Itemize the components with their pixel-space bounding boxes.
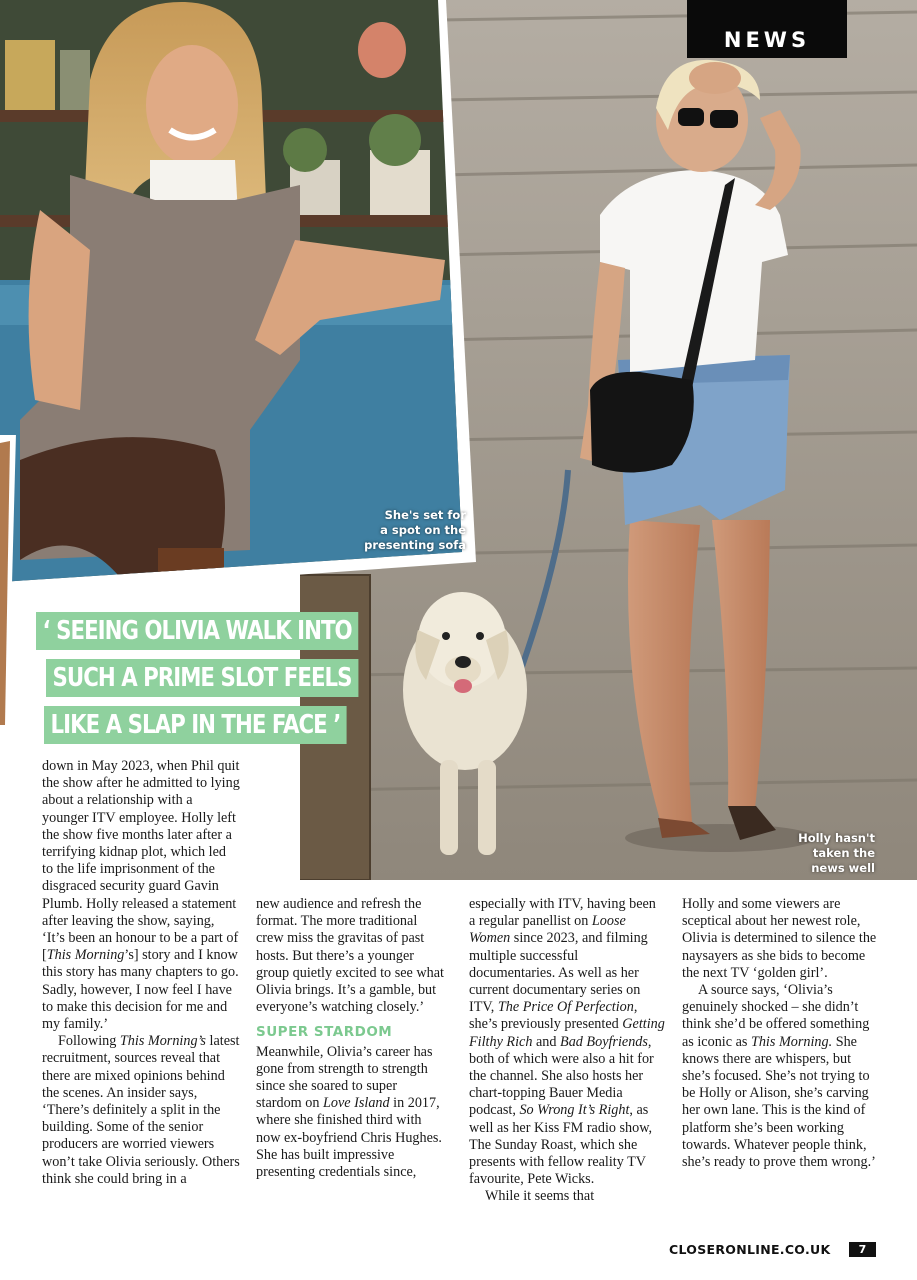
pull-quote-line-3: LIKE A SLAP IN THE FACE ’ bbox=[44, 706, 347, 744]
article-subhead: SUPER STARDOM bbox=[256, 1024, 393, 1041]
article-paragraph: new audience and refresh the format. The more traditional crew miss the gravitas of past hosts. But there’s a younger group quietly excited to see what Olivia brings. It’s a gamble, but everyone’s watching closely.’ bbox=[256, 896, 444, 1016]
caption-left-photo bbox=[336, 508, 466, 553]
caption-left-line-2: a spot on the bbox=[380, 523, 466, 537]
article-column-4 bbox=[682, 896, 878, 1171]
pull-quote-line-1: ‘ SEEING OLIVIA WALK INTO bbox=[36, 612, 358, 650]
pull-quote-line-2: SUCH A PRIME SLOT FEELS bbox=[46, 659, 358, 697]
article-column-2 bbox=[256, 896, 446, 1181]
article-paragraph: Holly and some viewers are sceptical about her newest role, Olivia is determined to silence the naysayers as she bids to become the next TV ‘golden girl’. bbox=[682, 896, 877, 981]
article-paragraph: A source says, ‘Olivia’s genuinely shocked – she didn’t think she’d be offered something as iconic as This Morning. She knows there are whispers, but she’s focused. She’s not trying to be Holly or Alison, she’s carving her own lane. This is the kind of platform she’s been working towards. Whatever people think, she’s ready to prove them wrong.’ bbox=[682, 982, 876, 1171]
article-paragraph: especially with ITV, having been a regular panellist on Loose Women since 2023, and filming multiple successful documentaries. As well as her current documentary series on ITV, The Price Of Perfection, she’s previously presented Getting Filthy Rich and Bad Boyfriends, both of which were also a hit for the channel. She also hosts her chart-topping Bauer Media podcast, So Wrong It’s Right, as well as her Kiss FM radio show, The Sunday Roast, which she presents with fellow reality TV favourite, Pete Wicks. bbox=[469, 896, 665, 1188]
caption-right-line-3: news well bbox=[811, 861, 875, 875]
caption-right-line-1: Holly hasn't bbox=[798, 831, 875, 845]
caption-right-line-2: taken the bbox=[812, 846, 875, 860]
article-column-3 bbox=[469, 896, 665, 1206]
article-paragraph: Meanwhile, Olivia’s career has gone from strength to strength since she soared to super stardom on Love Island in 2017, where she finished third with now ex-boyfriend Chris Hughes. She has built impressive presenting credentials since, bbox=[256, 1043, 442, 1181]
photo-woman-on-sofa-frame bbox=[0, 0, 480, 600]
caption-right-photo bbox=[790, 831, 875, 876]
caption-left-line-3: presenting sofa bbox=[364, 538, 466, 552]
article-column-1 bbox=[42, 758, 240, 1188]
footer-website: CLOSERONLINE.CO.UK bbox=[669, 1242, 831, 1257]
photo-edge-sliver bbox=[0, 435, 16, 735]
article-paragraph: Following This Morning’s latest recruitment, sources reveal that there are mixed opinions behind the scenes. An insider says, ‘There’s definitely a split in the building. Some of the senior producers are worried viewers won’t take Olivia seriously. Others think she could bring in a bbox=[42, 1033, 240, 1187]
caption-left-line-1: She's set for bbox=[384, 508, 466, 522]
article-paragraph: down in May 2023, when Phil quit the show after he admitted to lying about a relationship with a younger ITV employee. Holly left the show five months later after a terrifying kidnap plot, which led to the life imprisonment of the disgraced security guard Gavin Plumb. Holly released a statement after leaving the show, saying, ‘It’s been an honour to be a part of [This Morning’s] story and I know this story has many chapters to go. Sadly, however, I now feel I have to make this decision for me and my family.’ bbox=[42, 758, 240, 1033]
section-tag: NEWS bbox=[687, 0, 847, 58]
page-number: 7 bbox=[849, 1242, 876, 1257]
article-paragraph: While it seems that bbox=[485, 1188, 595, 1205]
